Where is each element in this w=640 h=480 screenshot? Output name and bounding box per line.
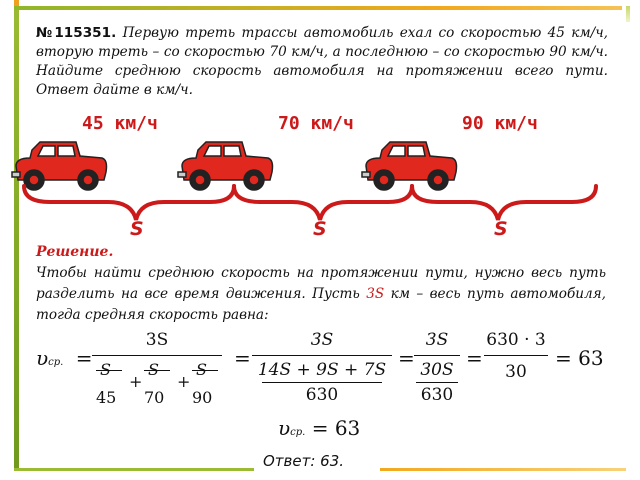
solution-text-part2: км – весь путь автомобиля, тогда средняя скорость равна:: [36, 286, 606, 323]
problem-statement: [36, 24, 608, 100]
solution-highlight: 3S: [366, 286, 385, 302]
final-result: υср. = 63: [278, 416, 361, 440]
left-decor-bar: [14, 0, 19, 480]
solution-text-part1: Чтобы найти среднюю скорость на протяжении пути, нужно весь путь разделить на все время движения. Пусть: [36, 265, 606, 302]
equals-sign: =: [398, 346, 415, 370]
equals-sign: =: [234, 346, 251, 370]
formula-v-label: υср. =: [36, 346, 93, 370]
segment-label-3: S: [494, 218, 508, 240]
top-decor-bar: [14, 6, 622, 10]
bottom-decor-bar-left: [14, 468, 254, 471]
speed-label-3: 90 км/ч: [462, 113, 538, 134]
answer: Ответ: 63.: [263, 452, 345, 470]
solution-text: [36, 263, 606, 326]
right-decor-bar: [626, 6, 630, 22]
bottom-decor-bar-right: [380, 468, 626, 471]
segment-label-2: S: [313, 218, 327, 240]
equals-sign: =: [466, 346, 483, 370]
solution-heading: Решение.: [36, 244, 114, 260]
problem-number: №115351.: [36, 25, 117, 41]
speed-label-1: 45 км/ч: [82, 113, 158, 134]
formula-result: = 63: [555, 346, 604, 370]
problem-text: Первую треть трассы автомобиль ехал со скоростью 45 км/ч, вторую треть – со скоростью 70 км/ч, а последнюю – со скоростью 90 км/ч. Найдите среднюю скорость автомобиля на протяжении всего пути. Ответ дайте в км/ч.: [36, 25, 608, 98]
segment-label-1: S: [130, 218, 144, 240]
speed-label-2: 70 км/ч: [278, 113, 354, 134]
